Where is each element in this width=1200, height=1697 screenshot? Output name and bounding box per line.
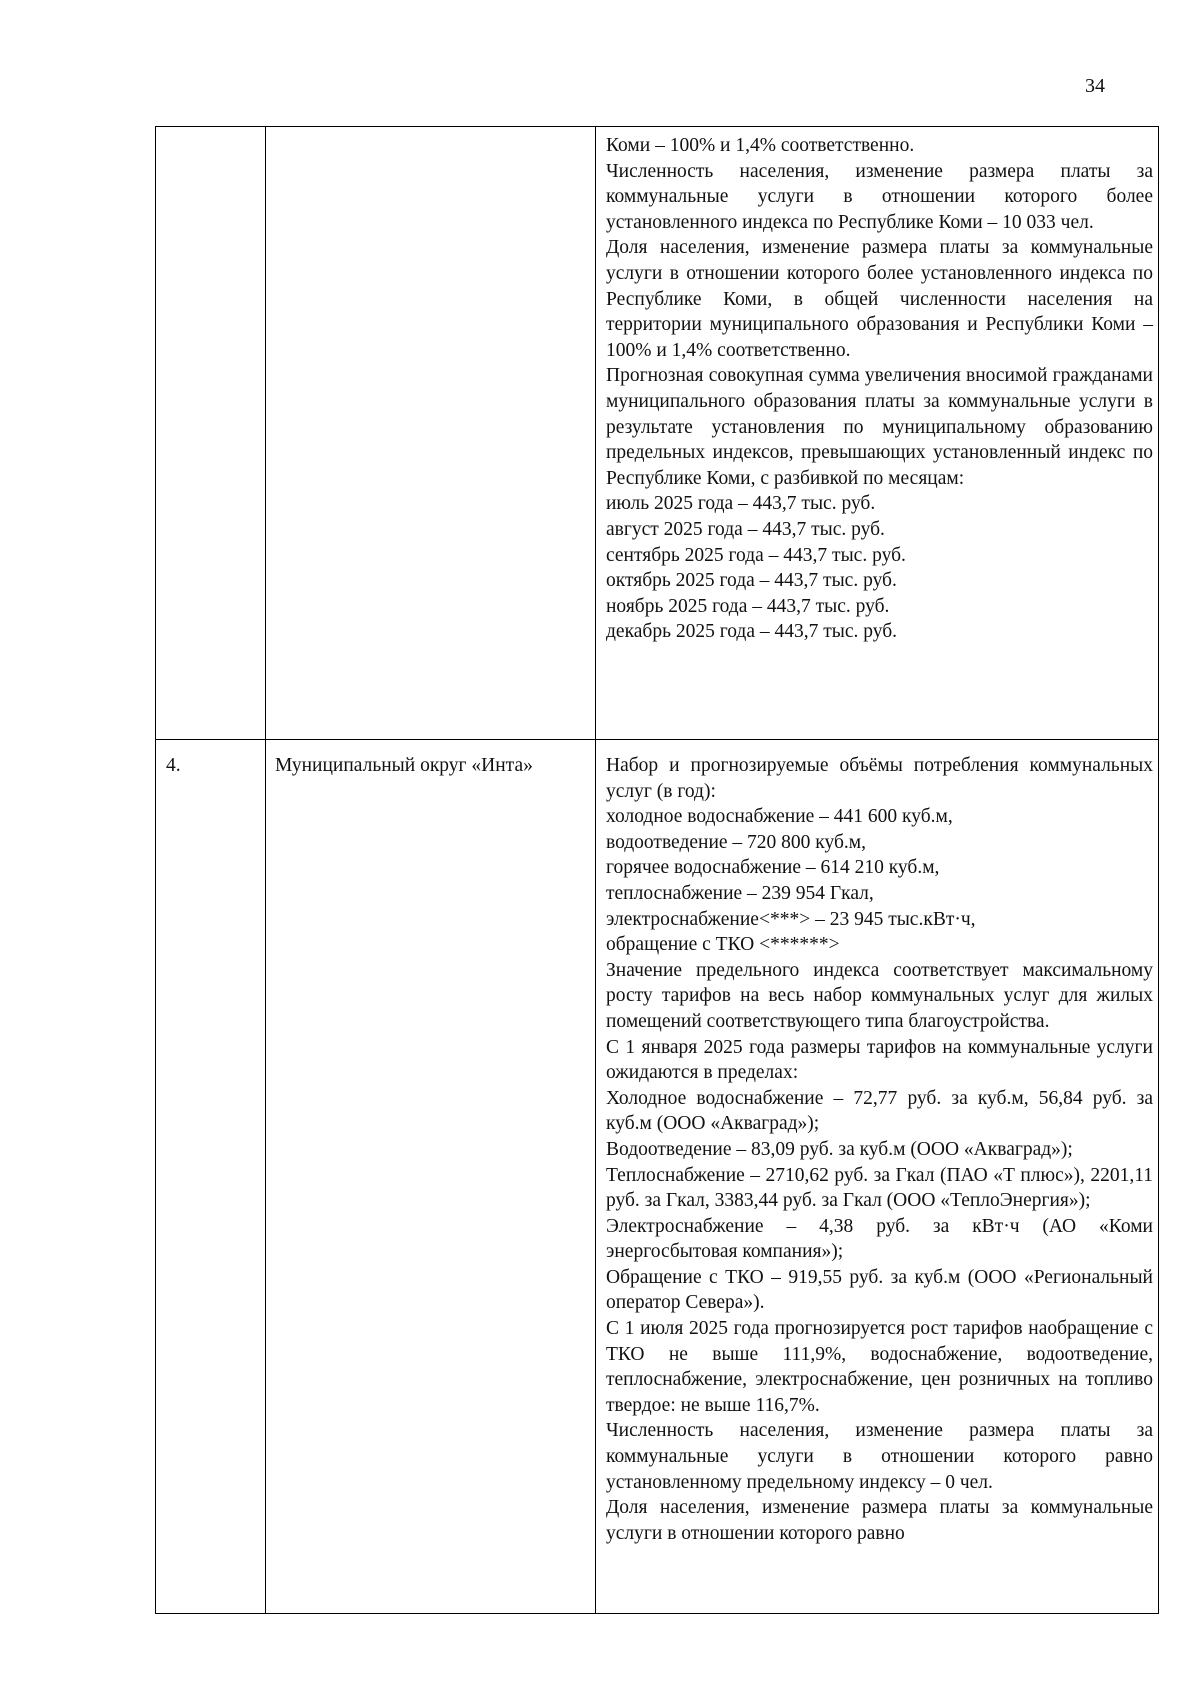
text-line: ноябрь 2025 года – 443,7 тыс. руб. bbox=[606, 595, 890, 617]
row-number-cell bbox=[156, 127, 266, 740]
text-line: теплоснабжение – 239 954 Гкал, bbox=[606, 882, 874, 904]
text-paragraph: С 1 июля 2025 года прогнозируется рост тарифов наобращение с ТКО не выше 111,9%, водоснабжение, водоотведение, теплоснабжение, электроснабжение, цен розничных на топливо твердое: не выше 116,7%. bbox=[606, 1318, 1153, 1416]
description-cell bbox=[596, 127, 1159, 740]
text-paragraph: Набор и прогнозируемые объёмы потребления коммунальных услуг (в год): bbox=[606, 755, 1153, 802]
text-paragraph: Электроснабжение – 4,38 руб. за кВт·ч (АО «Коми энергосбытовая компания»); bbox=[606, 1215, 1153, 1263]
row-number-cell: 4. bbox=[156, 740, 266, 1614]
description-cell bbox=[596, 740, 1159, 1614]
page-number: 34 bbox=[1085, 75, 1105, 97]
municipality-name-cell: Муниципальный округ «Инта» bbox=[266, 740, 596, 1614]
tariff-table bbox=[155, 126, 1159, 1614]
table-row bbox=[156, 127, 1159, 740]
text-paragraph: Численность населения, изменение размера платы за коммунальные услуги в отношении которого более установленного индекса по Республике Коми – 10 033 чел. bbox=[606, 160, 1153, 233]
text-paragraph: Доля населения, изменение размера платы за коммунальные услуги в отношении которого более установленного индекса по Республике Коми, в общей численности населения на территории муниципального образования и Республики Коми – 100% и 1,4% соответственно. bbox=[606, 237, 1153, 361]
text-line: октябрь 2025 года – 443,7 тыс. руб. bbox=[606, 570, 897, 592]
text-line: август 2025 года – 443,7 тыс. руб. bbox=[606, 518, 885, 540]
text-line: водоотведение – 720 800 куб.м, bbox=[606, 831, 866, 853]
text-paragraph: Значение предельного индекса соответствует максимальному росту тарифов на весь набор коммунальных услуг для жилых помещений соответствующего типа благоустройства. bbox=[606, 959, 1153, 1032]
text-paragraph: Обращение с ТКО – 919,55 руб. за куб.м (ООО «Региональный оператор Севера»). bbox=[606, 1266, 1153, 1314]
text-paragraph: Прогнозная совокупная сумма увеличения вносимой гражданами муниципального образования платы за коммунальные услуги в результате установления по муниципальному образованию предельных индексов, превышающих установленный индекс по Республике Коми, с разбивкой по месяцам: bbox=[606, 365, 1153, 489]
text-paragraph: Численность населения, изменение размера платы за коммунальные услуги в отношении которого равно установленному предельному индексу – 0 чел. bbox=[606, 1420, 1153, 1493]
table-row bbox=[156, 740, 1159, 1614]
text-paragraph: Теплоснабжение – 2710,62 руб. за Гкал (ПАО «Т плюс»), 2201,11 руб. за Гкал, 3383,44 руб. за Гкал (ООО «ТеплоЭнергия»); bbox=[606, 1164, 1153, 1212]
text-line: холодное водоснабжение – 441 600 куб.м, bbox=[606, 806, 953, 828]
municipality-name-cell bbox=[266, 127, 596, 740]
text-line: декабрь 2025 года – 443,7 тыс. руб. bbox=[606, 621, 898, 643]
text-line: июль 2025 года – 443,7 тыс. руб. bbox=[606, 493, 876, 515]
text-line: горячее водоснабжение – 614 210 куб.м, bbox=[606, 857, 940, 879]
text-line: Водоотведение – 83,09 руб. за куб.м (ООО «Акваград»); bbox=[606, 1138, 1073, 1160]
text-line: Коми – 100% и 1,4% соответственно. bbox=[606, 135, 915, 156]
text-paragraph: С 1 января 2025 года размеры тарифов на коммунальные услуги ожидаются в пределах: bbox=[606, 1036, 1153, 1084]
text-line: обращение с ТКО <******> bbox=[606, 934, 840, 956]
text-paragraph: Доля населения, изменение размера платы за коммунальные услуги в отношении которого равно bbox=[606, 1497, 1153, 1544]
text-line: сентябрь 2025 года – 443,7 тыс. руб. bbox=[606, 544, 906, 566]
text-paragraph: Холодное водоснабжение – 72,77 руб. за куб.м, 56,84 руб. за куб.м (ООО «Акваград»); bbox=[606, 1087, 1153, 1135]
text-line: электроснабжение<***> – 23 945 тыс.кВт·ч, bbox=[606, 908, 976, 930]
